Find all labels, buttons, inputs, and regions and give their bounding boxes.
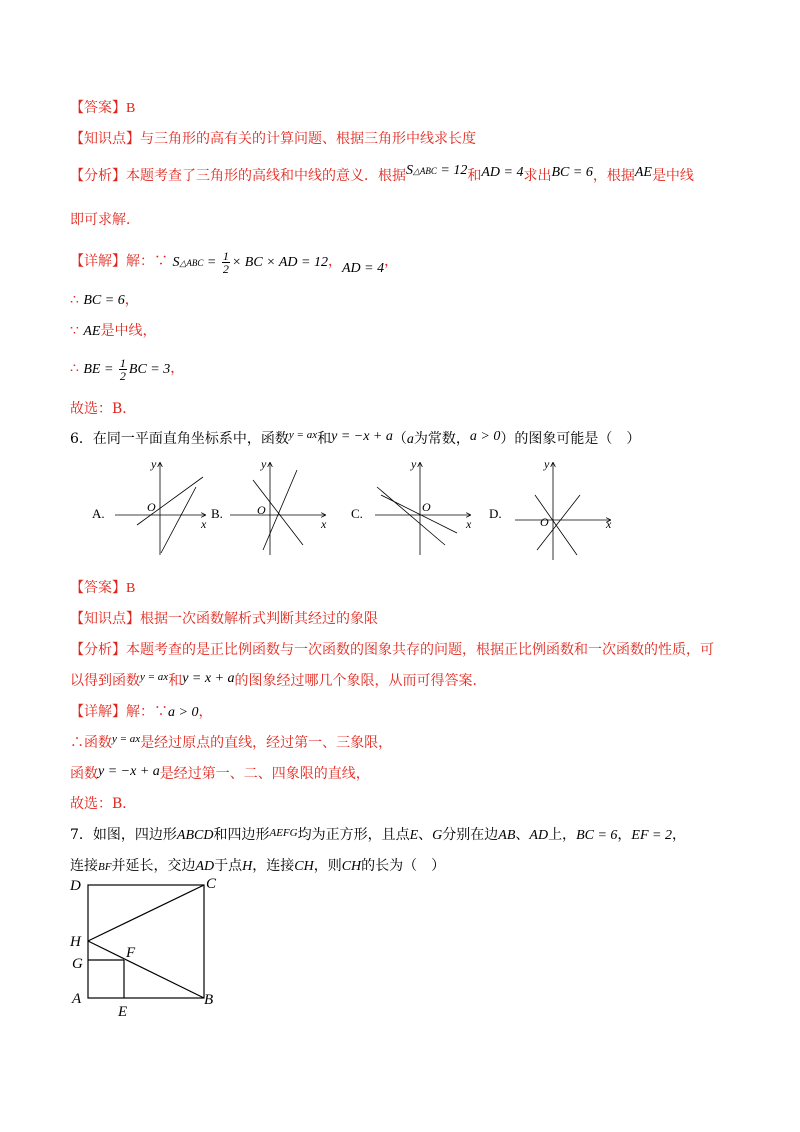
analysis-mid: 是中线 xyxy=(651,168,694,184)
label-h: H xyxy=(70,934,81,950)
label-e: E xyxy=(118,1004,128,1020)
q6-answer-line: 【答案】B xyxy=(70,580,136,596)
detail-ae: AE xyxy=(83,324,101,339)
q6-option-graphs xyxy=(85,455,645,565)
option-d-label: D. xyxy=(489,506,502,521)
q6-detail-line-2: ∴函数$^{y = ax}$是经过原点的直线，经过第一、三象限， xyxy=(70,733,393,751)
q5-answer-line xyxy=(70,98,135,119)
q5-choose-line xyxy=(70,399,136,419)
stem-f1: y = ax xyxy=(288,429,318,441)
q5-detail-line-2: ∴ BC = 6， xyxy=(70,292,139,308)
answer-value: B xyxy=(126,101,136,116)
q5-knowledge-line xyxy=(70,129,476,149)
q7-stem-line-2: 连接BF并延长，交边AD于点H，连接CH，则CH的长为（ ） xyxy=(70,858,446,874)
svg-text:y: y xyxy=(261,457,267,471)
label-d: D xyxy=(70,878,81,894)
svg-text:x: x xyxy=(321,517,327,531)
q6-knowledge-line: 【知识点】根据一次函数解析式判断其经过的象限 xyxy=(70,611,378,627)
detail-bc: BC = 6 xyxy=(83,293,125,308)
q5-analysis-line-1 xyxy=(70,163,694,187)
ae-formula: AE xyxy=(634,165,652,180)
choose-text: 故选：B． xyxy=(70,401,137,417)
q5-detail-line-1: 【详解】解：∵ S△ABC = $\frac{1}{2}$ × BC × AD = 12，AD = 4， xyxy=(70,249,399,276)
svg-text:x: x xyxy=(606,517,612,531)
q7-figure xyxy=(60,870,240,1020)
analysis-and: 和 xyxy=(467,168,482,184)
q5-detail-line-4: ∴ BE = $\frac{1}{2}$ BC = 3， xyxy=(70,356,185,383)
option-c-label: C. xyxy=(351,506,363,521)
svg-text:x: x xyxy=(201,517,207,531)
area-formula: S△ABC = 12 xyxy=(406,163,468,178)
option-d-graph[interactable] xyxy=(489,457,612,560)
label-a: A xyxy=(72,991,82,1007)
analysis-tag: 【分析】 xyxy=(70,168,126,184)
q6-analysis-line-1: 【分析】本题考查的是正比例函数与一次函数的图象共存的问题，根据正比例函数和一次函数的性质，可 xyxy=(70,642,714,658)
bc-formula: BC = 6 xyxy=(551,165,593,180)
label-c: C xyxy=(206,876,217,892)
svg-text:y: y xyxy=(151,457,157,471)
svg-text:y: y xyxy=(411,457,417,471)
q6-analysis-line-2: 以得到函数$^{y = ax}$和y = x + a的图象经过哪几个象限，从而可得答案． xyxy=(70,671,487,689)
stem-f2: y = −x + a xyxy=(331,429,393,444)
svg-text:y: y xyxy=(544,457,550,471)
answer-tag: 【答案】 xyxy=(70,100,126,116)
label-f: F xyxy=(126,945,136,961)
svg-text:x: x xyxy=(466,517,472,531)
detail-formula-1: S△ABC = $\frac{1}{2}$ × BC × AD = 12 xyxy=(172,249,328,276)
q5-analysis-line-2 xyxy=(70,210,140,230)
detail-ad: AD = 4 xyxy=(341,260,385,276)
svg-text:O: O xyxy=(422,500,431,514)
q6-detail-line-3: 函数y = −x + a是经过第一、二、四象限的直线， xyxy=(70,764,370,782)
q6-detail-line-1: 【详解】解：∵a > 0， xyxy=(70,704,213,720)
q7-stem-line-1: 7．如图，四边形ABCD和四边形$^{AEFG}$均为正方形，且点E、G分别在边AB、AD上，BC = 6，EF = 2， xyxy=(70,827,686,843)
option-b-label: B. xyxy=(211,506,223,521)
analysis-text: 本题考查了三角形的高线和中线的意义．根据 xyxy=(126,168,406,184)
q6-choose-line: 故选：B． xyxy=(70,796,137,812)
analysis-text-2: 即可求解． xyxy=(70,212,140,228)
detail-be: BE = $\frac{1}{2}$ BC = 3 xyxy=(83,356,171,383)
svg-text:O: O xyxy=(257,503,266,517)
analysis-by: ，根据 xyxy=(592,168,635,184)
knowledge-text: 与三角形的高有关的计算问题、根据三角形中线求长度 xyxy=(140,131,476,147)
option-c-graph[interactable] xyxy=(351,457,472,555)
svg-text:O: O xyxy=(540,515,549,529)
ad-formula: AD = 4 xyxy=(481,165,524,180)
q6-stem: 6．在同一平面直角坐标系中，函数$^{y = ax}$和y = −x + a（a为常数，a > 0）的图象可能是（ ） xyxy=(70,429,641,447)
option-a-label: A. xyxy=(92,506,105,521)
svg-text:O: O xyxy=(147,500,156,514)
label-b: B xyxy=(204,992,214,1008)
q5-detail-line-3: ∵ AE是中线， xyxy=(70,323,157,339)
option-a-graph[interactable] xyxy=(92,457,207,555)
option-b-graph[interactable] xyxy=(211,457,327,555)
detail-tag: 【详解】 xyxy=(70,253,126,270)
analysis-find: 求出 xyxy=(523,168,552,184)
knowledge-tag: 【知识点】 xyxy=(70,131,140,147)
detail-jie: 解：∵ xyxy=(126,253,168,270)
label-g: G xyxy=(72,956,83,972)
